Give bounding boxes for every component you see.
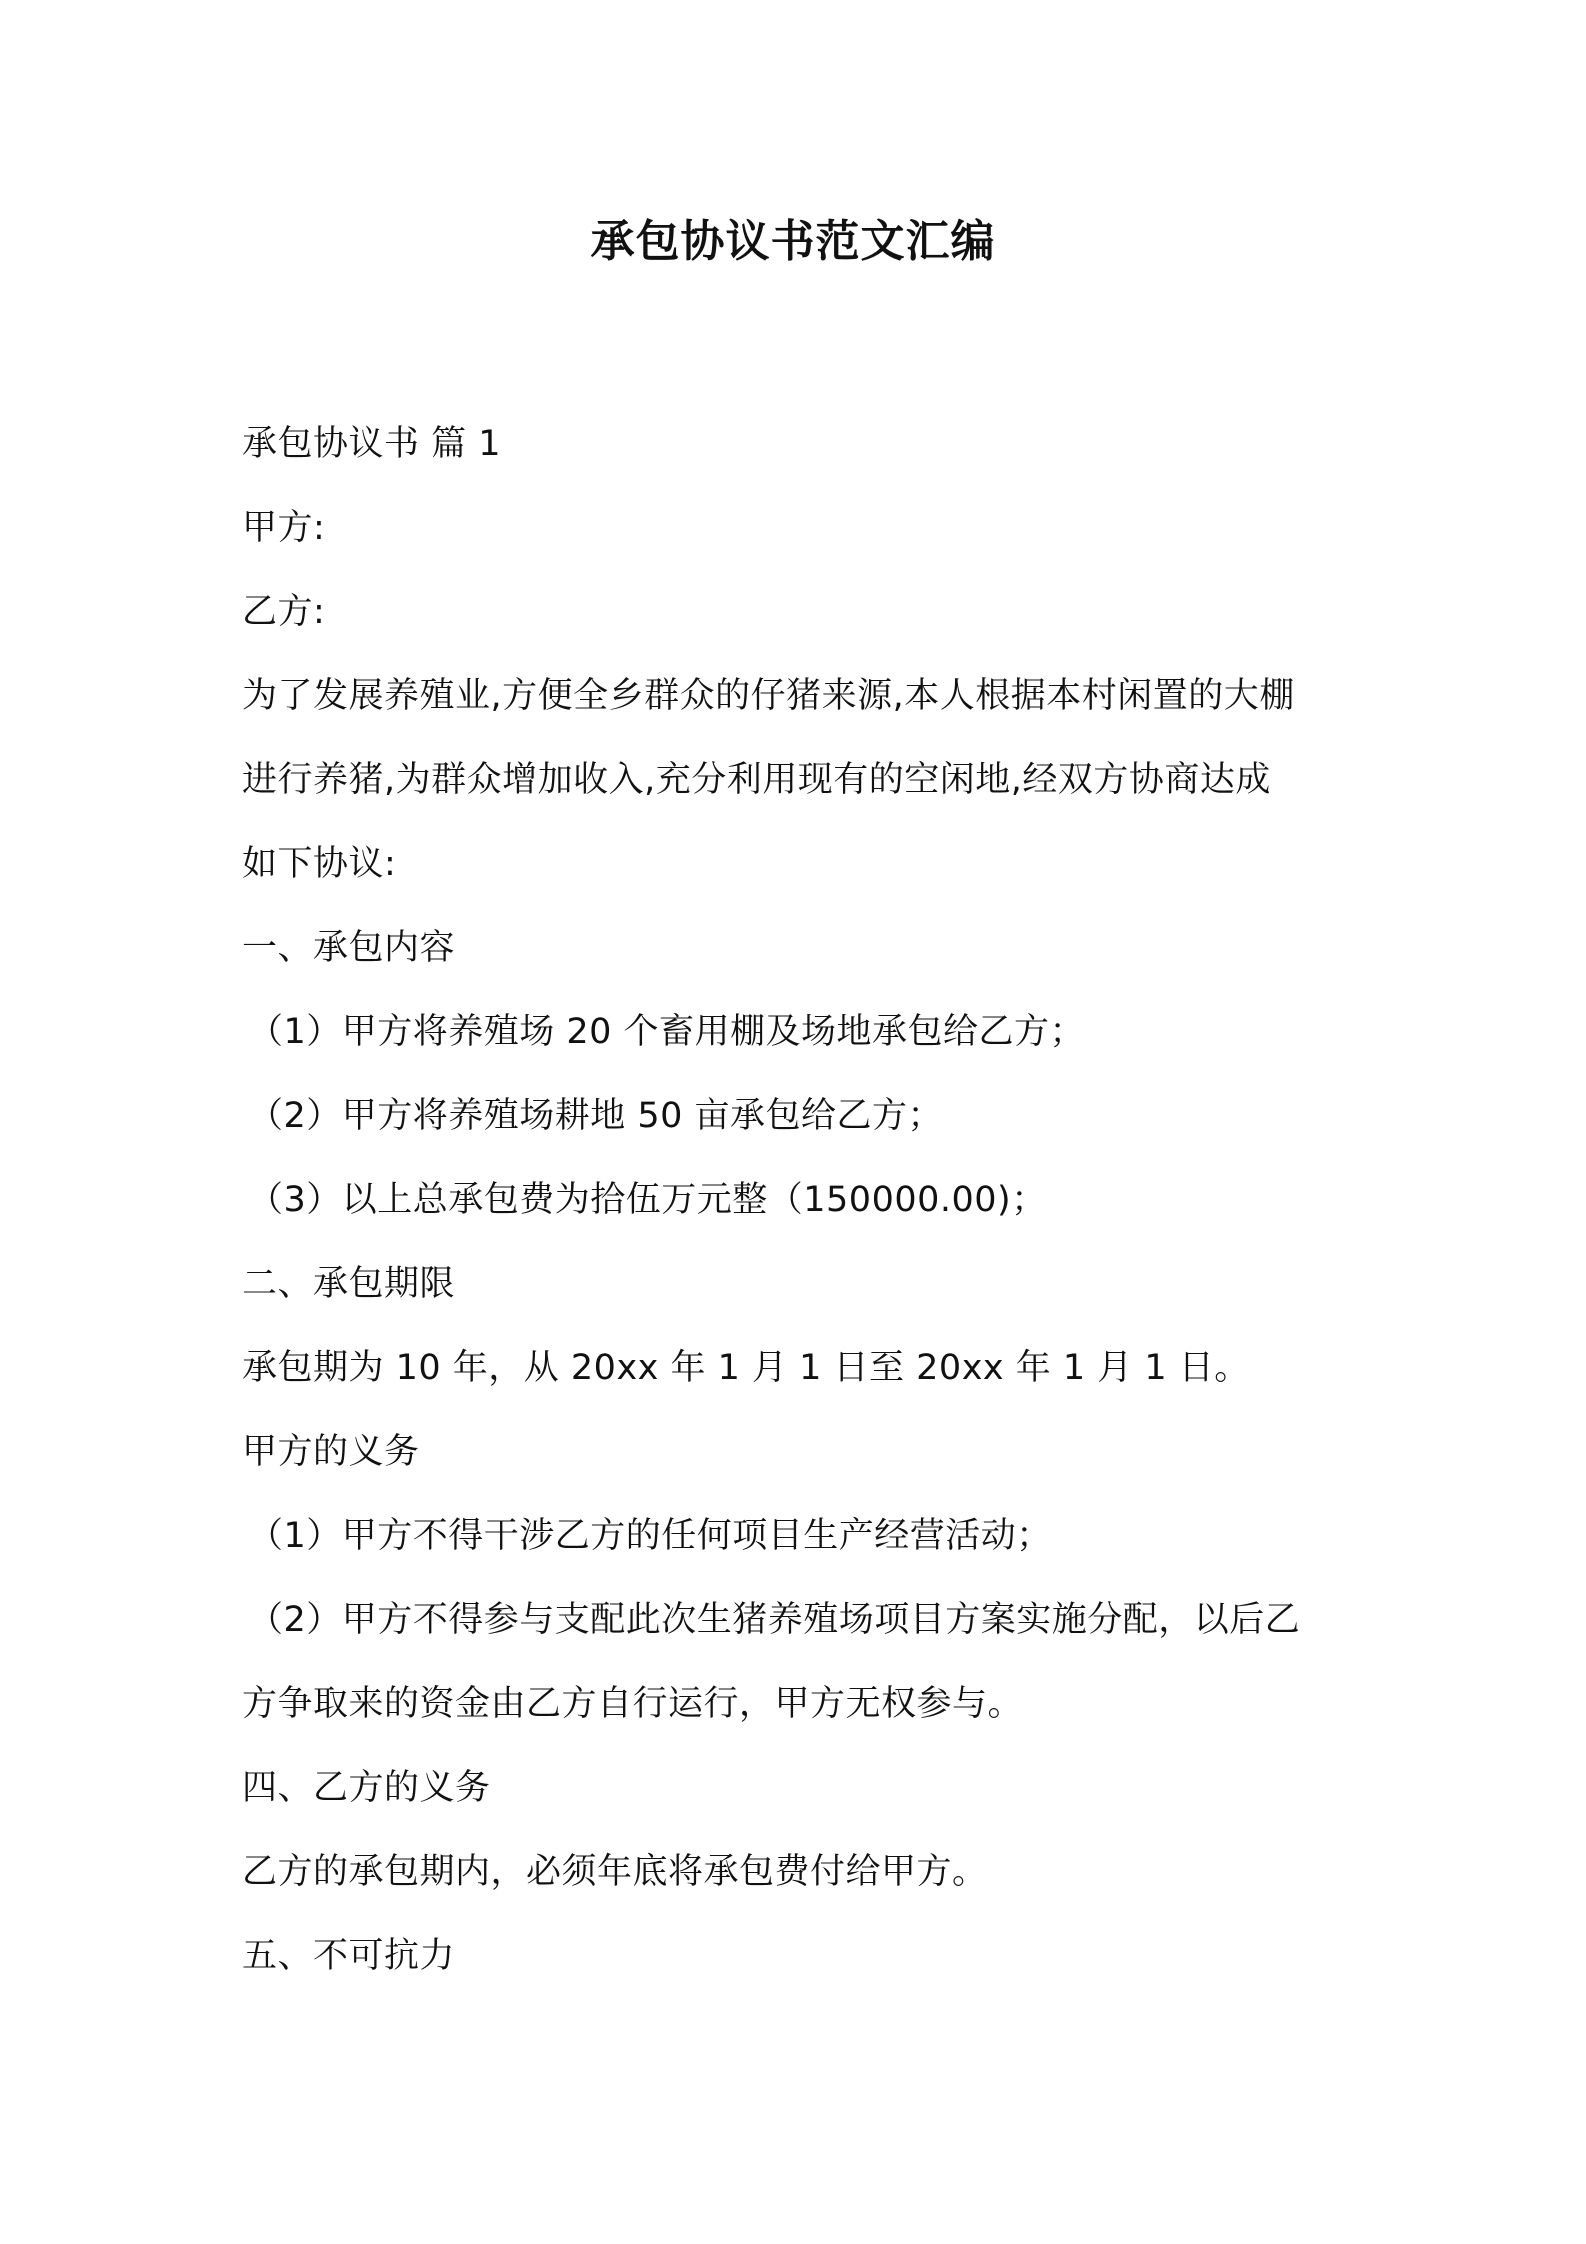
- party-a-label: 甲方:: [242, 508, 326, 548]
- clause-heading: 二、承包期限: [242, 1264, 456, 1304]
- paragraph-line: 为了发展养殖业,方便全乡群众的仔猪来源,本人根据本村闲置的大棚: [242, 676, 1295, 716]
- clause-item: （1）甲方将养殖场 20 个畜用棚及场地承包给乙方；: [248, 1012, 1086, 1052]
- paragraph-line: 承包期为 10 年，从 20xx 年 1 月 1 日至 20xx 年 1 月 1 日。: [242, 1348, 1250, 1388]
- clause-item: （2）甲方不得参与支配此次生猪养殖场项目方案实施分配，以后乙: [248, 1600, 1301, 1640]
- party-b-label: 乙方:: [242, 592, 326, 632]
- paragraph-line: 方争取来的资金由乙方自行运行，甲方无权参与。: [242, 1684, 1024, 1724]
- section-heading: 承包协议书 篇 1: [242, 424, 502, 464]
- clause-heading: 甲方的义务: [242, 1432, 420, 1472]
- document-title: 承包协议书范文汇编: [590, 216, 996, 267]
- clause-item: （1）甲方不得干涉乙方的任何项目生产经营活动；: [248, 1516, 1052, 1556]
- clause-heading: 四、乙方的义务: [242, 1768, 491, 1808]
- paragraph-line: 进行养猪,为群众增加收入,充分利用现有的空闲地,经双方协商达成: [242, 760, 1271, 800]
- clause-heading: 五、不可抗力: [242, 1936, 456, 1976]
- clause-item: （2）甲方将养殖场耕地 50 亩承包给乙方；: [248, 1096, 944, 1136]
- clause-heading: 一、承包内容: [242, 928, 456, 968]
- document-body: [242, 402, 1362, 1998]
- paragraph-line: 如下协议:: [242, 844, 397, 884]
- paragraph-line: 乙方的承包期内，必须年底将承包费付给甲方。: [242, 1852, 988, 1892]
- clause-item: （3）以上总承包费为拾伍万元整（150000.00)；: [248, 1180, 1047, 1220]
